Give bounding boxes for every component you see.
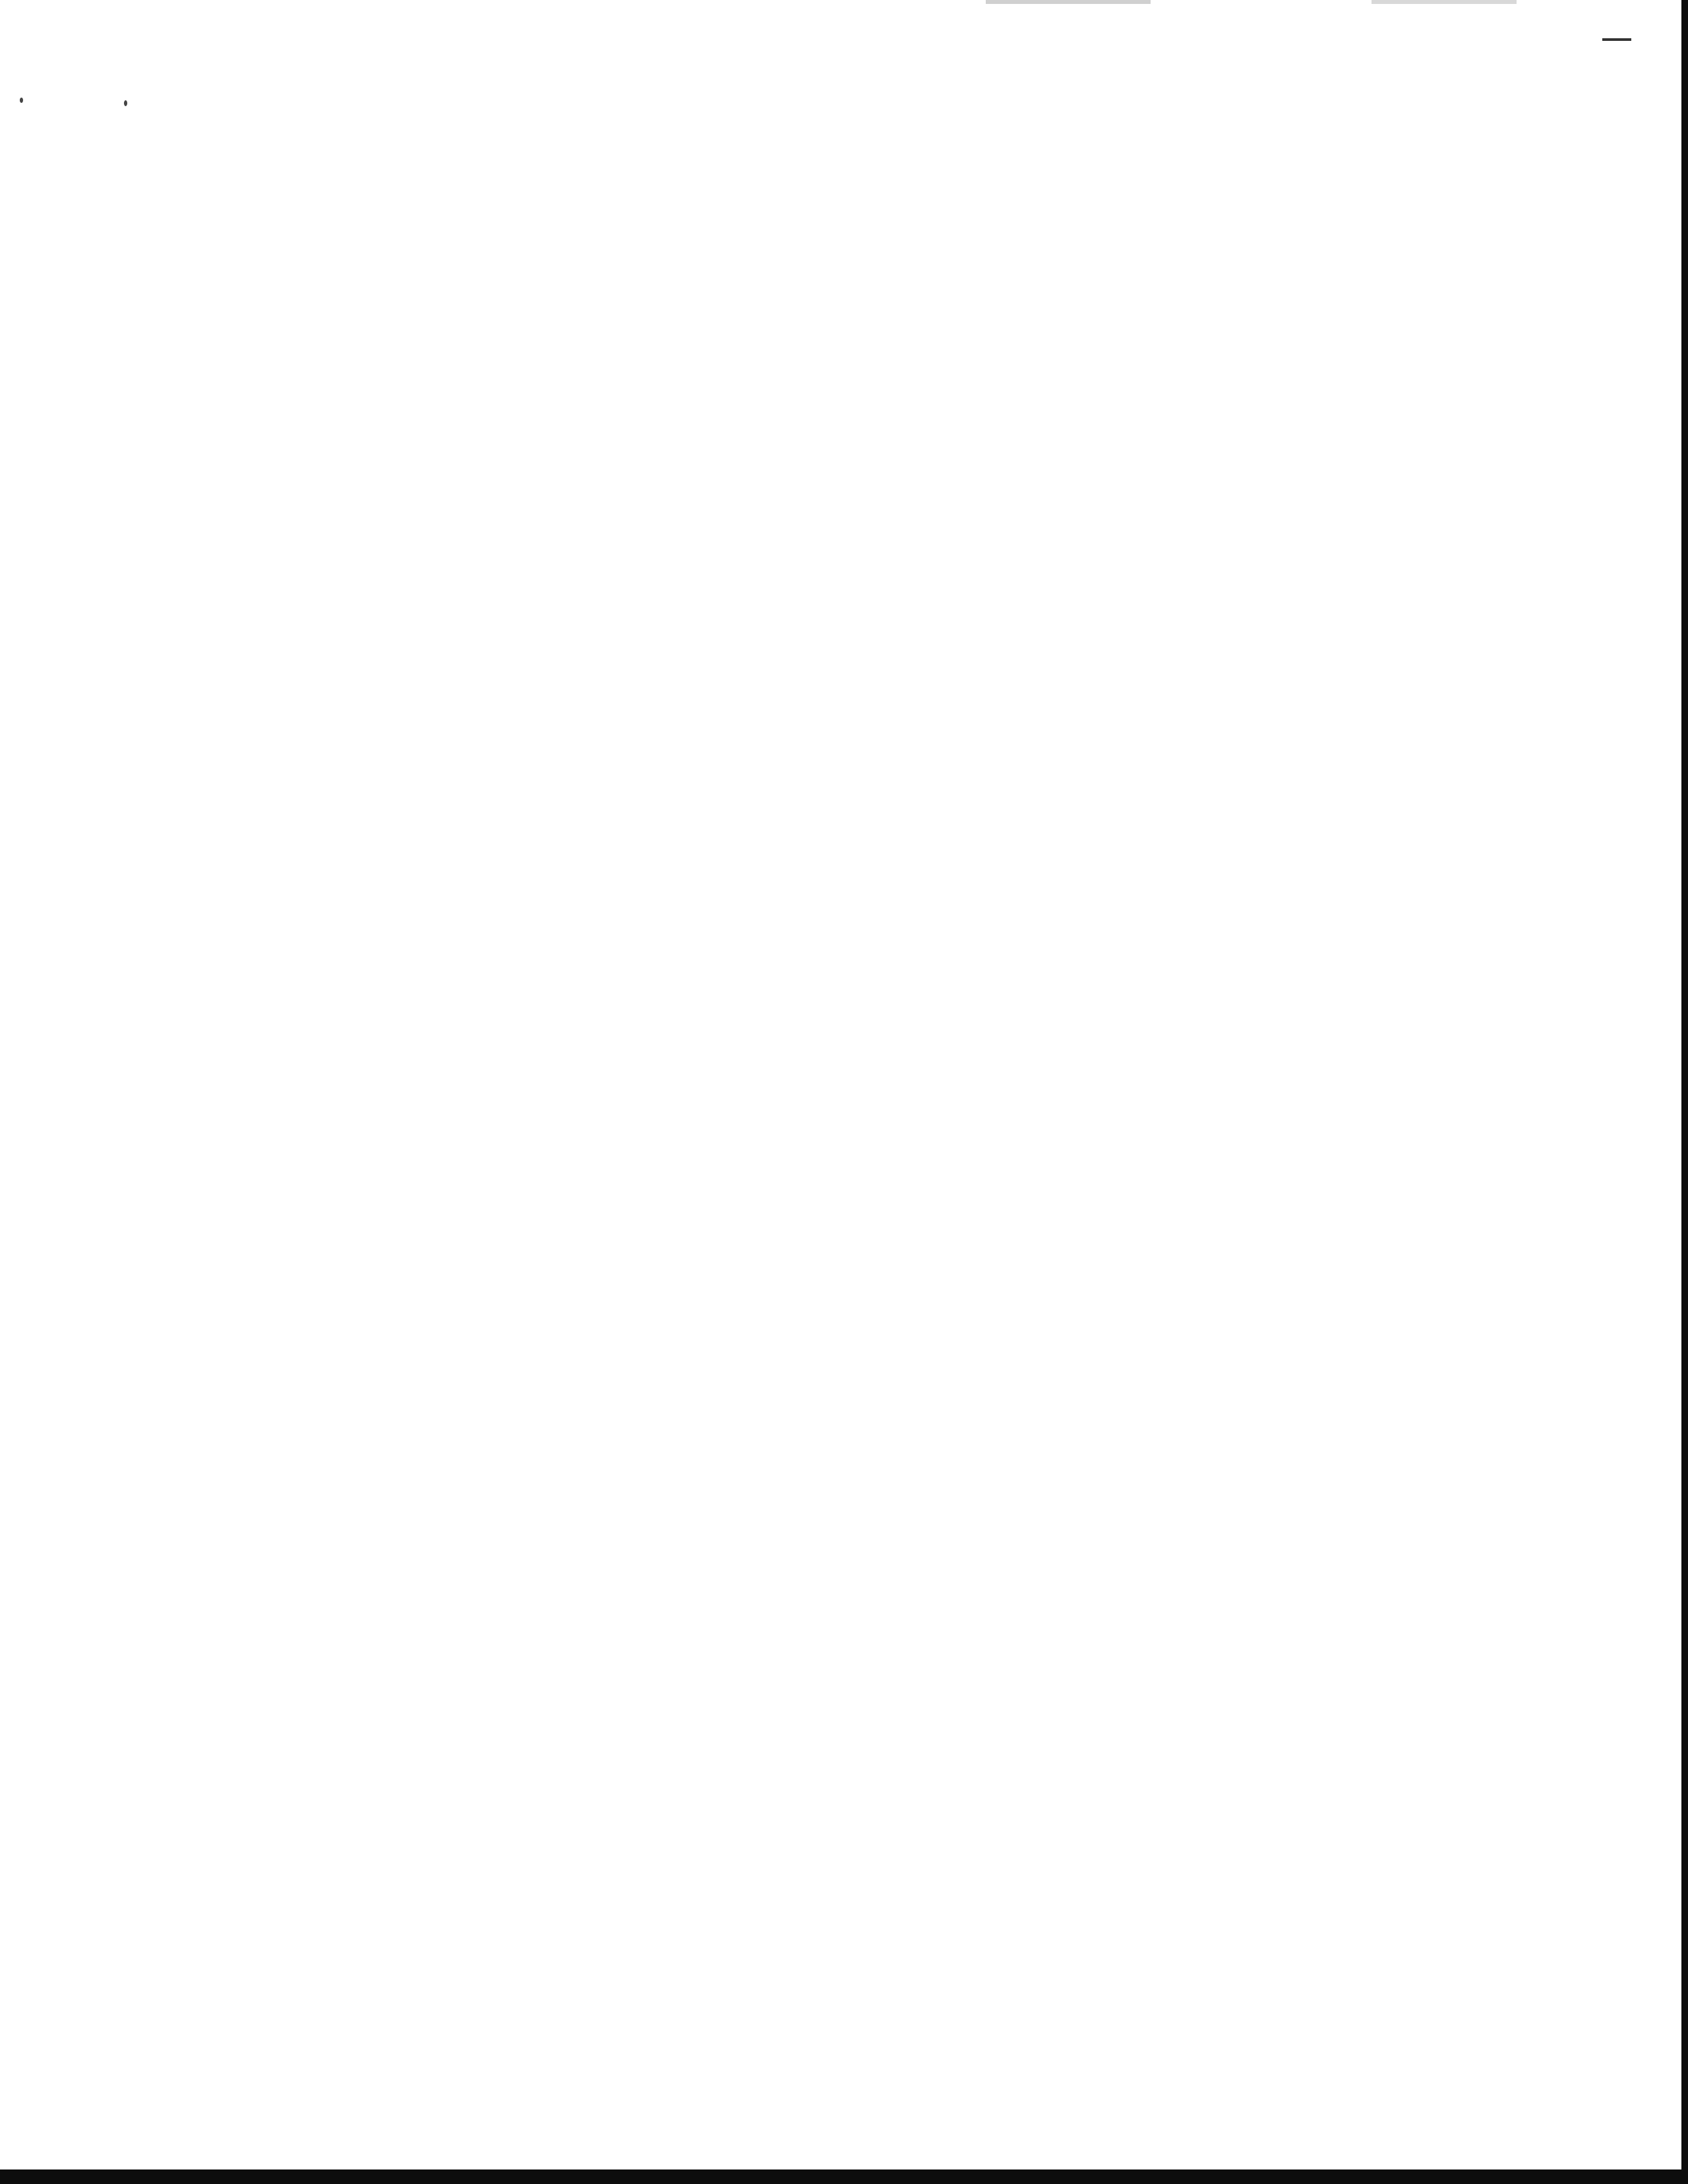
scan-speck: [20, 98, 23, 103]
scan-artifact: [986, 0, 1151, 4]
scan-border-bottom: [0, 2169, 1688, 2184]
scan-artifact: [1372, 0, 1517, 4]
scan-speck: [124, 100, 127, 106]
scan-artifact: [1602, 38, 1631, 41]
scan-border-right: [1681, 0, 1688, 2184]
